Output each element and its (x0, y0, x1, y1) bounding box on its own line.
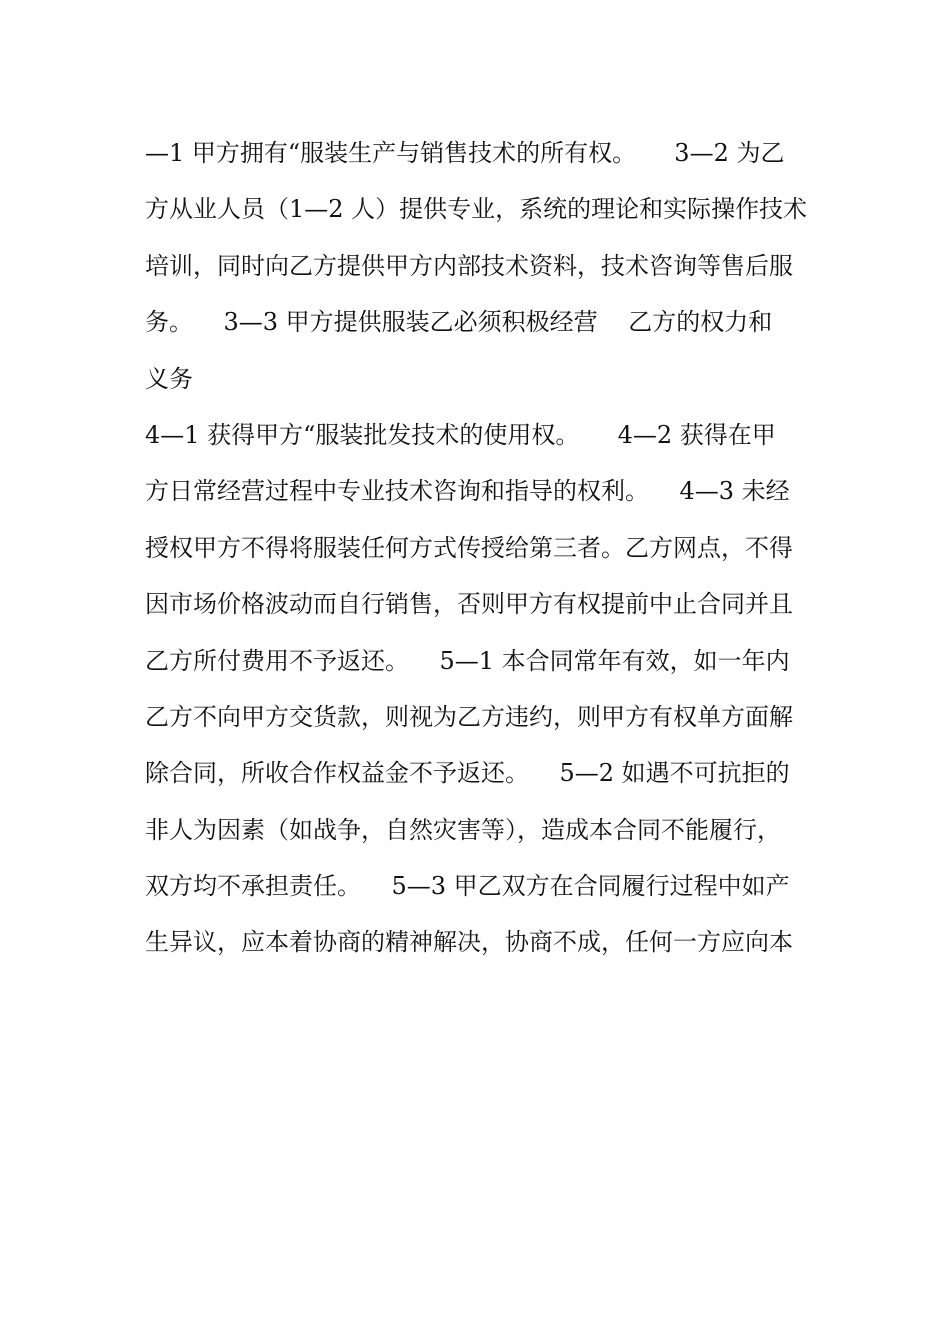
text-line: 生异议，应本着协商的精神解决，协商不成，任何一方应向本 (145, 928, 793, 957)
contract-text-body (145, 131, 810, 977)
text-line: 方从业人员（1—2 人）提供专业，系统的理论和实际操作技术 (145, 195, 808, 224)
text-line: 务。 3—3 甲方提供服装乙必须积极经营 乙方的权力和 (145, 308, 773, 337)
text-line: 因市场价格波动而自行销售，否则甲方有权提前中止合同并且 (145, 590, 793, 619)
text-line: 除合同，所收合作权益金不予返还。 5—2 如遇不可抗拒的 (145, 759, 790, 788)
text-line: 双方均不承担责任。 5—3 甲乙双方在合同履行过程中如产 (145, 872, 790, 901)
text-line: 义务 (145, 364, 193, 393)
text-line: 培训，同时向乙方提供甲方内部技术资料，技术咨询等售后服 (145, 251, 793, 280)
text-line: 乙方不向甲方交货款，则视为乙方违约，则甲方有权单方面解 (145, 702, 793, 731)
text-line: 4—1 获得甲方“服装批发技术的使用权。 4—2 获得在甲 (145, 420, 776, 449)
text-line: —1 甲方拥有“服装生产与销售技术的所有权。 3—2 为乙 (145, 139, 785, 167)
text-line: 授权甲方不得将服装任何方式传授给第三者。乙方网点，不得 (145, 533, 793, 562)
text-line: 方日常经营过程中专业技术咨询和指导的权利。 4—3 未经 (145, 477, 790, 506)
text-line: 乙方所付费用不予返还。 5—1 本合同常年有效，如一年内 (145, 646, 790, 675)
text-line: 非人为因素（如战争，自然灾害等），造成本合同不能履行， (145, 815, 781, 844)
